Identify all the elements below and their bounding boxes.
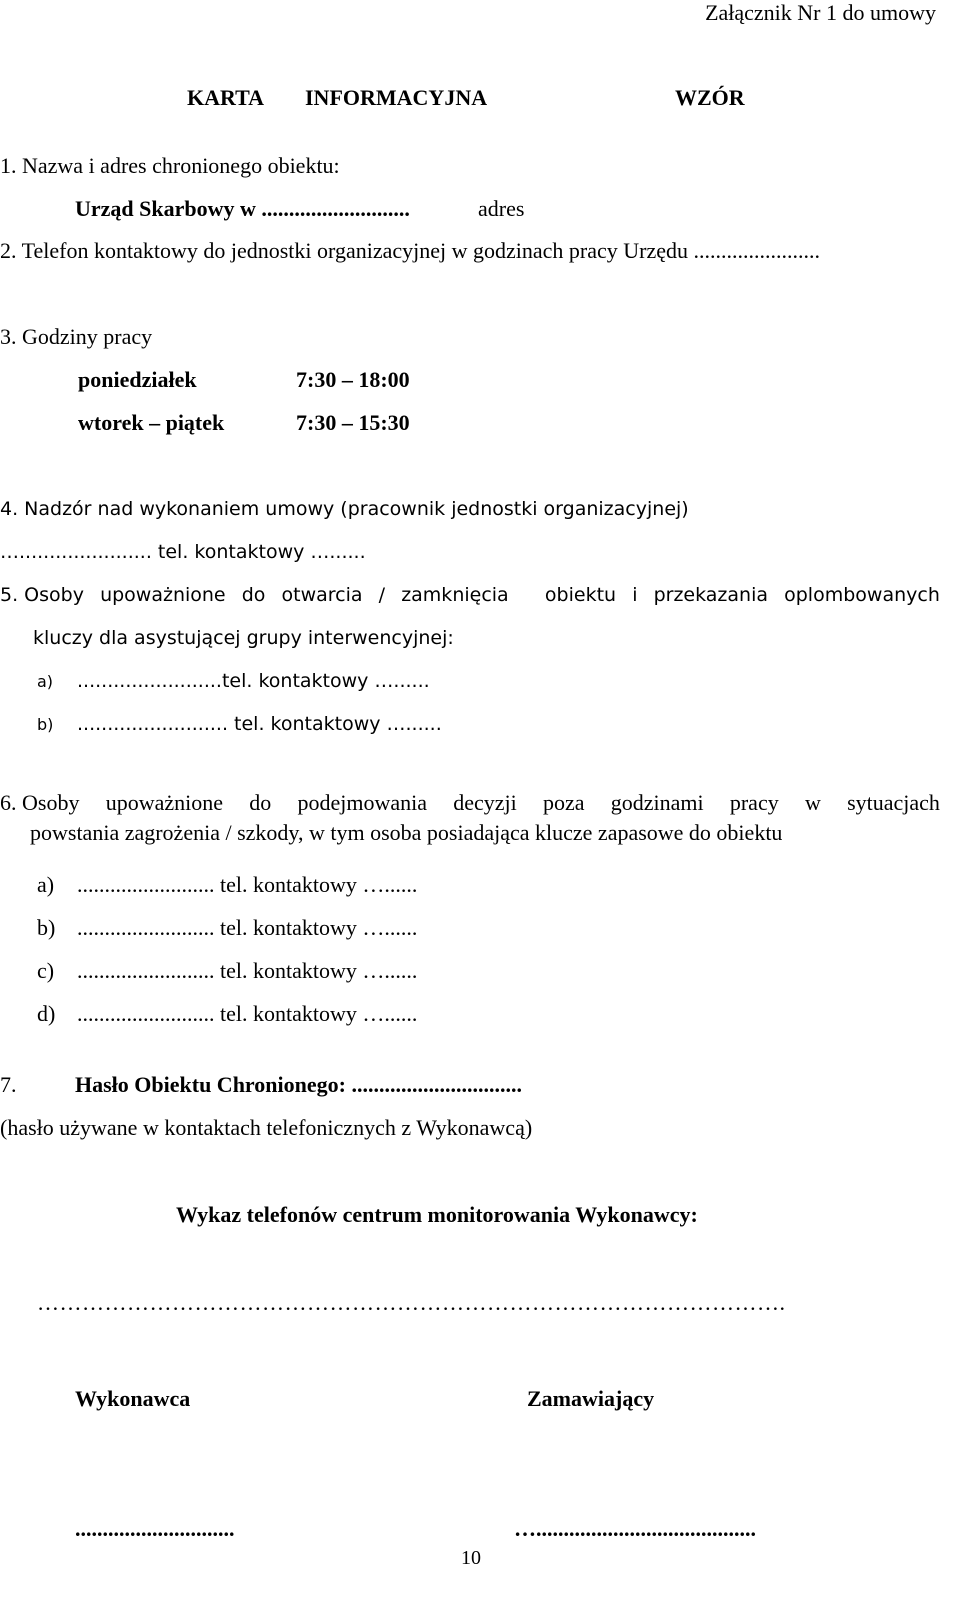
section-7-password-label: Hasło Obiektu Chronionego: ............................... xyxy=(75,1072,522,1097)
s5-w1: upoważnione xyxy=(100,584,226,606)
section-6-line-1 xyxy=(0,790,940,816)
section-4-label: 4. Nadzór nad wykonaniem umowy (pracownik jednostki organizacyjnej) xyxy=(0,498,689,520)
s5-w9: oplombowanych xyxy=(784,584,940,606)
section-6-item-c: ......................... tel. kontaktowy …...... xyxy=(77,958,418,983)
section-6-item-a: ......................... tel. kontaktowy …...... xyxy=(77,872,418,897)
s5-w2: do xyxy=(241,584,266,606)
section-6-letter-b: b) xyxy=(37,915,56,940)
section-5-letter-b: b) xyxy=(37,715,54,734)
signature-client-label: Zamawiający xyxy=(527,1386,655,1411)
s5-w6: obiektu xyxy=(544,584,617,606)
phones-title: Wykaz telefonów centrum monitorowania Wykonawcy: xyxy=(176,1202,698,1227)
s6-w8: w xyxy=(804,790,821,815)
section-5-item-a: ........................tel. kontaktowy …...... xyxy=(77,670,430,692)
section-1-label: 1. Nazwa i adres chronionego obiektu: xyxy=(0,153,340,178)
s5-w3: otwarcia xyxy=(281,584,363,606)
s6-w3: podejmowania xyxy=(297,790,427,815)
signature-client-dots: …........................................ xyxy=(514,1516,756,1541)
section-6-letter-c: c) xyxy=(37,958,55,983)
page-number: 10 xyxy=(461,1547,481,1569)
hours-day-2: wtorek – piątek xyxy=(78,410,225,435)
s6-w2: do xyxy=(249,790,272,815)
s6-w6: godzinami xyxy=(610,790,704,815)
section-5-line-1 xyxy=(0,582,940,608)
s5-w0: 5. Osoby xyxy=(0,584,84,606)
section-7-note: (hasło używane w kontaktach telefonicznych z Wykonawcą) xyxy=(0,1115,533,1140)
s5-w5: zamknięcia xyxy=(401,584,509,606)
hours-time-2: 7:30 – 15:30 xyxy=(296,410,410,435)
section-3-label: 3. Godziny pracy xyxy=(0,324,153,349)
section-6-item-d: ......................... tel. kontaktowy …...... xyxy=(77,1001,418,1026)
annex-label: Załącznik Nr 1 do umowy xyxy=(705,0,936,25)
s5-w4: / xyxy=(378,584,386,606)
section-5-item-b: ......................... tel. kontaktowy …...... xyxy=(77,713,442,735)
signature-contractor-dots: ............................. xyxy=(75,1516,235,1541)
section-6-letter-a: a) xyxy=(37,872,55,897)
s6-w5: poza xyxy=(542,790,585,815)
section-6-item-b: ......................... tel. kontaktowy …...... xyxy=(77,915,418,940)
s6-w4: decyzji xyxy=(453,790,517,815)
section-6-line-2: powstania zagrożenia / szkody, w tym osoba posiadająca klucze zapasowe do obiektu xyxy=(30,820,783,845)
s6-w7: pracy xyxy=(729,790,779,815)
section-1-office: Urząd Skarbowy w ........................... xyxy=(75,196,410,221)
s6-w0: 6. Osoby xyxy=(0,790,80,815)
phones-dotted-line: ………………………………………………………………………………………. xyxy=(37,1290,786,1315)
s5-w7: i xyxy=(632,584,638,606)
hours-day-1: poniedziałek xyxy=(78,367,197,392)
s5-w8: przekazania xyxy=(653,584,769,606)
section-6-letter-d: d) xyxy=(37,1001,56,1026)
signature-contractor-label: Wykonawca xyxy=(75,1386,191,1411)
section-5-letter-a: a) xyxy=(37,672,54,691)
section-1-address: adres xyxy=(478,196,525,221)
title-informacyjna: INFORMACYJNA xyxy=(305,85,488,110)
hours-time-1: 7:30 – 18:00 xyxy=(296,367,410,392)
section-4-line: …...................... tel. kontaktowy …...... xyxy=(0,541,366,563)
s6-w9: sytuacjach xyxy=(847,790,940,815)
s6-w1: upoważnione xyxy=(105,790,223,815)
section-2-label: 2. Telefon kontaktowy do jednostki organizacyjnej w godzinach pracy Urzędu ....................... xyxy=(0,238,820,263)
title-karta: KARTA xyxy=(187,85,265,110)
section-7-number: 7. xyxy=(0,1072,17,1097)
section-5-line-2: kluczy dla asystującej grupy interwencyjnej: xyxy=(33,627,454,649)
title-wzor: WZÓR xyxy=(675,85,745,110)
